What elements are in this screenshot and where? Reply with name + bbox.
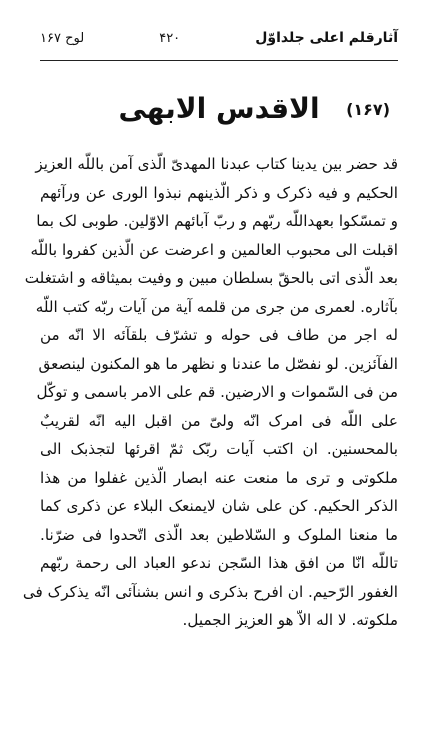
body-line: بالمحسنین. ان اکتب آیات ربّک ثمّ اقرئها لتجذبک الی [40,440,398,458]
body-line: الغفور الرّحیم. ان افرح بذکری و انس بشنآئی انّه یذکرک فی [22,582,398,601]
body-line: علی اللّه فی امرک انّه ولیّ من اقبل الیه انّه لقریبٌ [40,411,398,430]
tablet-reference: لوح ۱۶۷ [40,31,85,46]
section-heading [40,92,398,132]
body-line: تاللّه انّا من افق هذا السّجن ندعو العباد الی رحمة ربّهم [40,554,398,572]
tablet-number: (۱۶۷) [346,100,390,119]
page-number: ۴۲۰ [159,31,181,46]
body-line: من فی السّموات و الارضین. قم علی الامر باسمی و توکّل [36,383,398,401]
body-line: الفآئزین. لو نفصّل ما عندنا و نظهر ما هو المکنون لینصعق [38,354,398,373]
running-header [40,30,398,54]
book-title: آثارقلم اعلی جلداوّل [255,30,398,46]
body-line: له اجر من طاف فی حوله و تشرّف بلقآئه الا انّه من [40,326,398,344]
body-line: الحکیم و فیه ذکرک و ذکر الّذینهم نبذوا الوری عن ورآئهم [40,183,398,202]
body-line: بآثاره. لعمری من جری من قلمه آیة من آیات ربّه کتب اللّه [35,297,398,316]
body-text [22,150,398,635]
body-line: ملکوته. لا اله الاّ هو العزیز الجمیل. [182,611,398,629]
body-line: اقبلت الی محبوب العالمین و اعرضت عن الّذین کفروا باللّه [30,240,398,259]
body-line: و تمسّکوا بعهداللّه ربّهم و ربّ آبائهم الاوّلین. طوبی لک بما [36,212,398,230]
body-line: قد حضر بین یدینا کتاب عبدنا المهدیّ الّذی آمن باللّه العزیز [35,155,398,173]
body-line: بعد الّذی اتی بالحقّ بسلطان مبین و وفیت بمیثاقه و اشتغلت [24,269,398,287]
tablet-title: الاقدس الابهی [118,92,320,125]
body-line: ما منعنا الملوک و السّلاطین بعد الّذی اتّحدوا فی ضرّنا. [40,525,398,544]
body-line: الذکر الحکیم. کن علی شان لایمنعک البلاء عن ذکری کما [40,497,398,515]
body-line: ملکوتی و تری ما منعت عنه ابصار الّذین غفلوا من هذا [40,468,398,487]
header-rule [40,60,398,61]
